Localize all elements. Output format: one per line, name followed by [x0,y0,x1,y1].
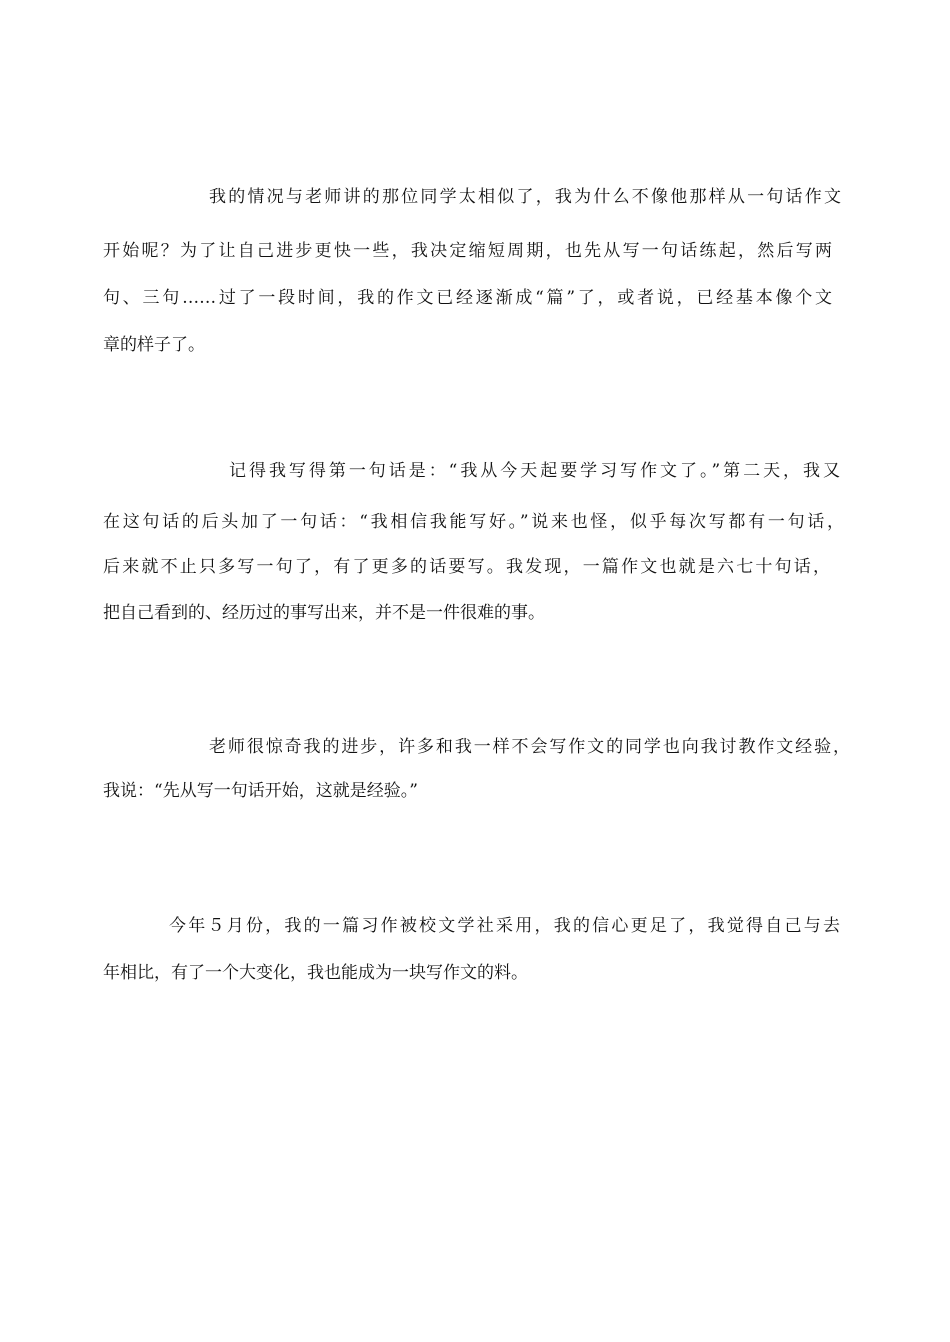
paragraph-line: 把自己看到的、经历过的事写出来，并不是一件很难的事。 [103,603,545,623]
paragraph-line: 章的样子了。 [103,335,205,355]
paragraph-line: 我的情况与老师讲的那位同学太相似了，我为什么不像他那样从一句话作文 [209,187,841,207]
paragraph-line: 句、三句……过了一段时间，我的作文已经逐渐成“篇”了，或者说，已经基本像个文 [103,288,832,308]
paragraph-line: 在这句话的后头加了一句话：“我相信我能写好。”说来也怪，似乎每次写都有一句话， [103,512,844,532]
paragraph-line: 老师很惊奇我的进步，许多和我一样不会写作文的同学也向我讨教作文经验， [209,737,850,757]
paragraph-line: 记得我写得第一句话是：“我从今天起要学习写作文了。”第二天，我又 [229,461,840,481]
paragraph-line: 后来就不止只多写一句了，有了更多的话要写。我发现，一篇作文也就是六七十句话， [103,557,830,577]
paragraph-line: 开始呢？为了让自己进步更快一些，我决定缩短周期，也先从写一句话练起，然后写两 [103,241,832,261]
paragraph-line: 我说：“先从写一句话开始，这就是经验。” [103,781,418,801]
paragraph-line: 年相比，有了一个大变化，我也能成为一块写作文的料。 [103,963,528,983]
paragraph-line: 今年５月份，我的一篇习作被校文学社采用，我的信心更足了，我觉得自己与去 [169,916,840,936]
